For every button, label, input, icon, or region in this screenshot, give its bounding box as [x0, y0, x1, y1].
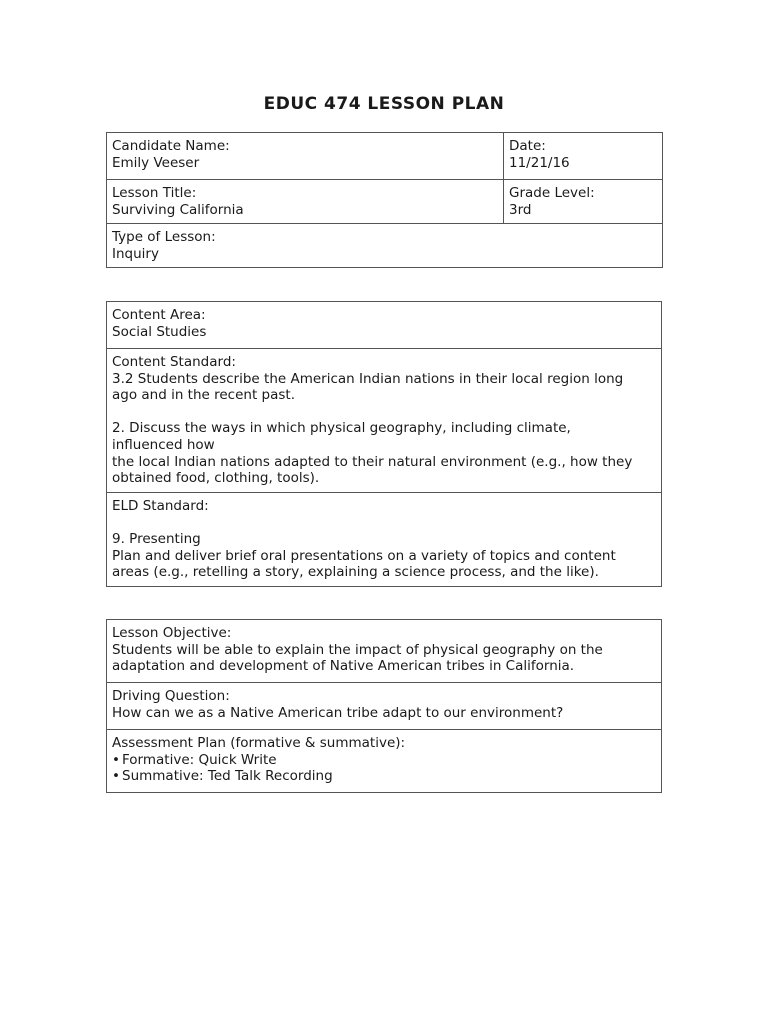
assessment-plan-label: Assessment Plan (formative & summative):	[112, 735, 406, 751]
table-row	[107, 683, 662, 730]
bullet-icon: •	[112, 751, 120, 768]
eld-standard-text: areas (e.g., retelling a story, explaining a science process, and the like).	[112, 564, 599, 581]
candidate-name-cell	[107, 133, 504, 180]
lesson-title-label: Lesson Title:	[112, 185, 197, 201]
candidate-name-label: Candidate Name:	[112, 138, 230, 154]
table-row	[107, 133, 663, 180]
content-standard-label: Content Standard:	[112, 354, 236, 370]
type-of-lesson-cell	[107, 224, 663, 268]
table-row	[107, 302, 662, 349]
content-standard-text: obtained food, clothing, tools).	[112, 470, 320, 487]
content-area-value: Social Studies	[112, 323, 207, 340]
date-label: Date:	[509, 138, 546, 154]
eld-standard-heading: 9. Presenting	[112, 531, 201, 548]
type-of-lesson-label: Type of Lesson:	[112, 229, 216, 246]
table-row	[107, 180, 663, 224]
lesson-objective-text: Students will be able to explain the impact of physical geography on the	[112, 641, 603, 658]
objective-table	[106, 619, 662, 793]
lesson-objective-cell	[107, 620, 662, 683]
driving-question-cell	[107, 683, 662, 730]
list-item	[112, 752, 656, 769]
content-standard-text: influenced how	[112, 436, 215, 453]
grade-level-value: 3rd	[509, 201, 532, 218]
assessment-item-text: Summative: Ted Talk Recording	[122, 768, 333, 785]
standards-table	[106, 301, 662, 587]
list-item	[112, 768, 656, 785]
table-row	[107, 620, 662, 683]
driving-question-value: How can we as a Native American tribe adapt to our environment?	[112, 704, 564, 721]
content-area-cell	[107, 302, 662, 349]
grade-level-cell	[504, 180, 663, 224]
document-title: EDUC 474 LESSON PLAN	[263, 94, 505, 114]
content-standard-text: the local Indian nations adapted to their natural environment (e.g., how they	[112, 453, 633, 470]
table-row	[107, 493, 662, 587]
table-row	[107, 224, 663, 268]
content-standard-text: 3.2 Students describe the American Indian nations in their local region long	[112, 370, 624, 387]
content-standard-text: 2. Discuss the ways in which physical geography, including climate,	[112, 420, 571, 437]
lesson-objective-text: adaptation and development of Native American tribes in California.	[112, 658, 575, 675]
type-of-lesson-value: Inquiry	[112, 245, 159, 262]
driving-question-label: Driving Question:	[112, 688, 230, 704]
date-cell	[504, 133, 663, 180]
content-area-label: Content Area:	[112, 307, 206, 323]
info-table	[106, 132, 663, 268]
table-row	[107, 349, 662, 493]
assessment-plan-cell	[107, 730, 662, 793]
paragraph-gap	[112, 404, 656, 421]
candidate-name-value: Emily Veeser	[112, 154, 200, 171]
paragraph-gap	[112, 515, 656, 532]
lesson-objective-label: Lesson Objective:	[112, 625, 232, 641]
grade-level-label: Grade Level:	[509, 185, 595, 201]
bullet-icon: •	[112, 768, 120, 785]
lesson-title-cell	[107, 180, 504, 224]
eld-standard-cell	[107, 493, 662, 587]
eld-standard-text: Plan and deliver brief oral presentations on a variety of topics and content	[112, 547, 616, 564]
content-standard-cell	[107, 349, 662, 493]
lesson-title-value: Surviving California	[112, 201, 244, 218]
eld-standard-label: ELD Standard:	[112, 498, 209, 514]
date-value: 11/21/16	[509, 154, 570, 171]
content-standard-text: ago and in the recent past.	[112, 387, 296, 404]
assessment-item-text: Formative: Quick Write	[122, 751, 277, 768]
table-row	[107, 730, 662, 793]
